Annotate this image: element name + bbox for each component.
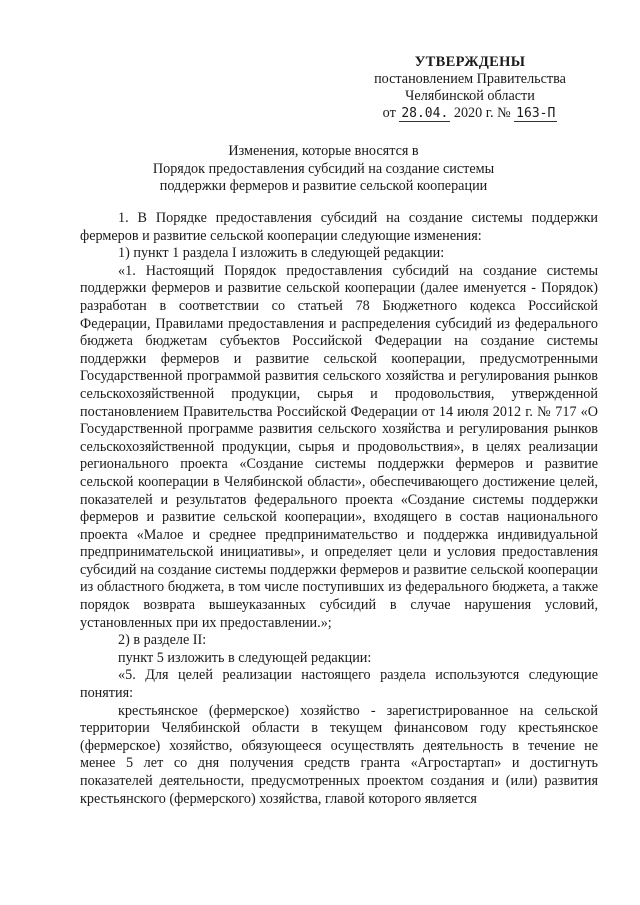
approval-block	[360, 54, 580, 122]
date-year: 2020 г. №	[453, 105, 511, 121]
paragraph-7: крестьянское (фермерское) хозяйство - зарегистрированное на сельской территории Челябинской области в текущем финансовом году крестьянское (фермерское) хозяйство, обязующееся осуществлять деятельность в течение не менее 5 лет со дня получения средств гранта «Агростартап» и достигнуть показателей деятельности, предусмотренных проектом создания и (или) развития крестьянского (фермерского) хозяйства, главой которого является	[80, 702, 598, 807]
paragraph-4: 2) в разделе II:	[118, 632, 207, 649]
document-heading	[80, 143, 567, 196]
document-body	[80, 210, 598, 808]
handwritten-number: 163-П	[516, 106, 556, 121]
handwritten-date: 28.04.	[401, 106, 449, 121]
heading-line-3: поддержки фермеров и развитие сельской кооперации	[159, 178, 488, 194]
heading-line-1: Изменения, которые вносятся в	[228, 143, 419, 159]
paragraph-2: 1) пункт 1 раздела I изложить в следующей редакции:	[118, 245, 445, 262]
paragraph-3: «1. Настоящий Порядок предоставления субсидий на создание системы поддержки фермеров и развитие сельской кооперации (далее именуется - Порядок) разработан в соответствии со статьей 78 Бюджетного кодекса Российской Федерации, Правилами предоставления и распределения субсидий из федерального бюджета бюджетам субъектов Российской Федерации на создание системы поддержки фермеров и развитие сельской кооперации, предусмотренными Государственной программой развития сельского хозяйства и регулирования рынков сельскохозяйственной продукции, сырья и продовольствия, утвержденной постановлением Правительства Российской Федерации от 14 июля 2012 г. № 717 «О Государственной программе развития сельского хозяйства и регулирования рынков сельскохозяйственной продукции, сырья и продовольствия», в целях реализации регионального проекта «Создание системы поддержки фермеров и развитие сельской кооперации в Челябинской области», обеспечивающего достижение целей, показателей и результатов федерального проекта «Создание системы поддержки фермеров и развитие сельской кооперации», входящего в состав национального проекта «Малое и среднее предпринимательство и поддержка индивидуальной предпринимательской инициативы», и определяет цели и условия предоставления субсидий на создание системы поддержки фермеров и развитие сельской кооперации из областного бюджета, в том числе поступивших из федерального бюджета, а также порядок возврата вышеуказанных субсидий в случае нарушения условий, установленных при их предоставлении.»;	[80, 262, 598, 631]
heading-line-2: Порядок предоставления субсидий на создание системы	[152, 160, 495, 177]
approval-title: УТВЕРЖДЕНЫ	[414, 54, 526, 70]
approval-line-1: постановлением Правительства	[374, 71, 566, 87]
approval-line-2: Челябинской области	[405, 88, 535, 104]
date-prefix: от	[382, 105, 396, 121]
paragraph-5: пункт 5 изложить в следующей редакции:	[118, 649, 372, 666]
approval-date-line	[360, 105, 580, 122]
paragraph-1: 1. В Порядке предоставления субсидий на создание системы поддержки фермеров и развитие сельской кооперации следующие изменения:	[80, 210, 598, 244]
paragraph-6: «5. Для целей реализации настоящего раздела используются следующие понятия:	[80, 667, 598, 702]
